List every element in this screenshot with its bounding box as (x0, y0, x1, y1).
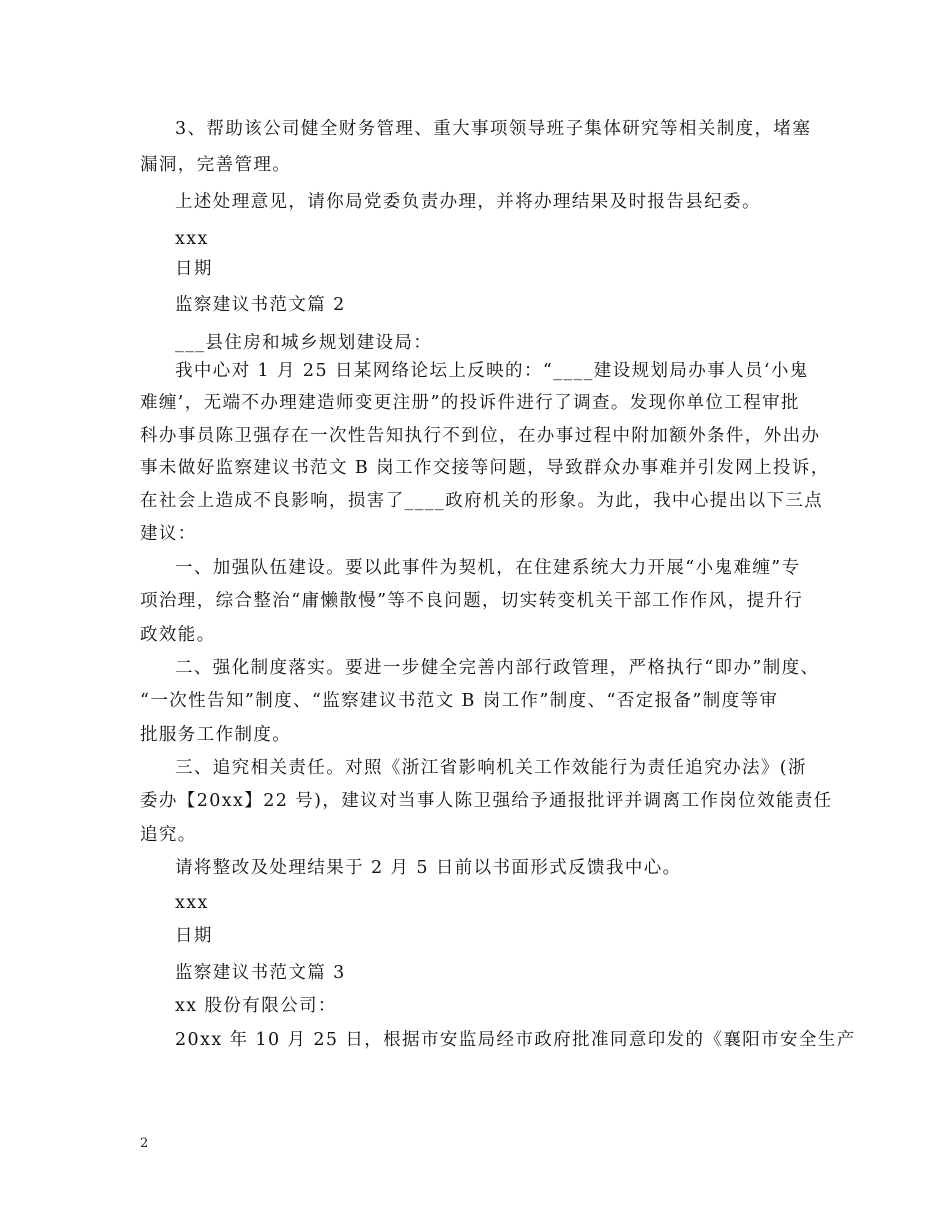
text-line: 科办事员陈卫强存在一次性告知执行不到位，在办事过程中附加额外条件，外出办 (140, 426, 821, 446)
text-line: 批服务工作制度。 (140, 725, 292, 745)
text-line: xxx (175, 893, 209, 913)
text-line: 监察建议书范文篇 2 (175, 295, 346, 315)
text-line: 政效能。 (140, 625, 216, 645)
text-line: 日期 (175, 259, 213, 279)
text-line: 事未做好监察建议书范文 B 岗工作交接等问题，导致群众办事难并引发网上投诉， (140, 458, 830, 478)
text-line: 追究。 (140, 825, 197, 845)
text-line: 建议： (140, 524, 197, 544)
text-line: 二、强化制度落实。要进一步健全完善内部行政管理，严格执行“即办”制度、 (175, 658, 820, 678)
text-line: 项治理，综合整治“庸懒散慢”等不良问题，切实转变机关干部工作作风，提升行 (140, 591, 804, 611)
text-line: 难缠’，无端不办理建造师变更注册”的投诉件进行了调查。发现你单位工程审批 (140, 393, 800, 413)
text-line: 委办【20xx】22 号)，建议对当事人陈卫强给予通报批评并调离工作岗位效能责任 (140, 791, 833, 811)
text-line: 3、帮助该公司健全财务管理、重大事项领导班子集体研究等相关制度，堵塞 (175, 119, 812, 139)
text-line: 在社会上造成不良影响，损害了____政府机关的形象。为此，我中心提出以下三点 (140, 491, 824, 511)
page-number: 2 (140, 1136, 149, 1151)
text-line: 三、追究相关责任。对照《浙江省影响机关工作效能行为责任追究办法》(浙 (175, 758, 807, 778)
text-line: ___县住房和城乡规划建设局： (175, 333, 433, 353)
text-line: xxx (175, 229, 209, 249)
text-line: 日期 (175, 926, 213, 946)
text-line: 上述处理意见，请你局党委负责办理，并将办理结果及时报告县纪委。 (175, 192, 761, 212)
text-line: 一、加强队伍建设。要以此事件为契机，在住建系统大力开展“小鬼难缠”专 (175, 558, 801, 578)
text-line: 漏洞，完善管理。 (140, 155, 292, 175)
text-line: xx 股份有限公司： (175, 996, 337, 1016)
text-line: 请将整改及处理结果于 2 月 5 日前以书面形式反馈我中心。 (175, 858, 682, 878)
text-line: “一次性告知”制度、“监察建议书范文 B 岗工作”制度、“否定报备”制度等审 (140, 691, 779, 711)
text-line: 20xx 年 10 月 25 日，根据市安监局经市政府批准同意印发的《襄阳市安全生产 (175, 1030, 856, 1050)
text-line: 我中心对 1 月 25 日某网络论坛上反映的：“____建设规划局办事人员‘小鬼 (175, 361, 809, 381)
text-line: 监察建议书范文篇 3 (175, 963, 346, 983)
